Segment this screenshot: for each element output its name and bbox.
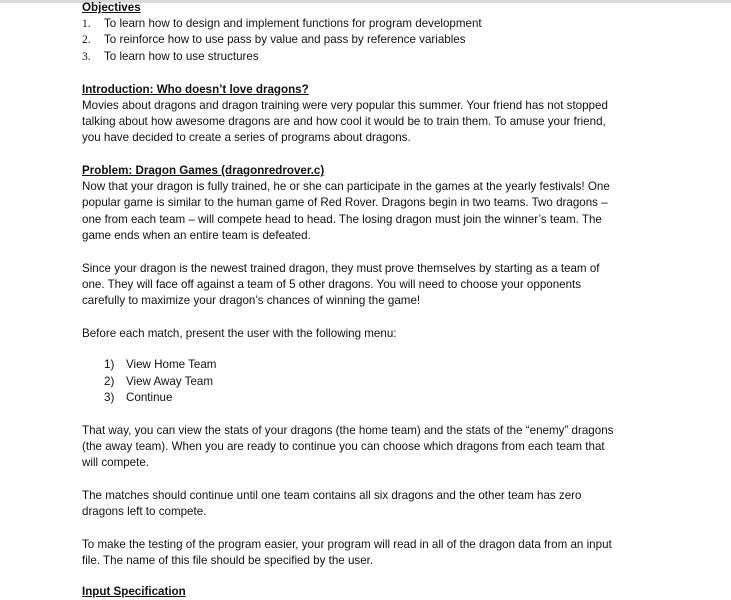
introduction-paragraph — [82, 98, 682, 147]
paragraph — [82, 261, 682, 310]
text-line: Before each match, present the user with the following menu: — [82, 327, 397, 341]
list-item — [82, 49, 682, 65]
text-line: Since your dragon is the newest trained dragon, they must prove themselves by starting as a team of — [82, 261, 600, 275]
list-text: To learn how to design and implement functions for program development — [104, 17, 482, 31]
paragraph — [82, 537, 682, 569]
text-line: Now that your dragon is fully trained, he or she can participate in the games at the yearly festivals! One — [82, 180, 610, 194]
menu-number: 1) — [104, 358, 115, 372]
menu-text: View Away Team — [126, 374, 214, 388]
menu-item — [82, 374, 682, 390]
menu-item — [82, 390, 682, 406]
list-number: 2. — [82, 33, 91, 47]
text-line: you have decided to create a series of programs about dragons. — [82, 131, 411, 145]
menu-item — [82, 357, 682, 373]
menu-text: View Home Team — [126, 358, 217, 372]
text-line: Movies about dragons and dragon training were very popular this summer. Your friend has not stopped — [82, 98, 608, 112]
paragraph — [82, 423, 682, 472]
objectives-heading: Objectives — [82, 1, 141, 14]
text-line: That way, you can view the stats of your dragons (the home team) and the stats of the “enemy” dragons — [82, 423, 614, 437]
input-specification-heading: Input Specification — [82, 584, 186, 598]
text-line: dragons left to compete. — [82, 505, 207, 519]
list-text: To learn how to use structures — [104, 49, 259, 63]
text-line: popular game is similar to the human game of Red Rover. Dragons begin in two teams. Two dragons – — [82, 196, 608, 210]
list-item — [82, 16, 682, 32]
menu-list — [82, 357, 682, 406]
list-number: 1. — [82, 17, 91, 31]
paragraph — [82, 488, 682, 520]
list-item — [82, 32, 682, 48]
document-page — [82, 0, 682, 600]
problem-paragraph — [82, 179, 682, 244]
objectives-list — [82, 16, 682, 65]
text-line: carefully to maximize your dragon’s chances of winning the game! — [82, 294, 421, 308]
text-line: file. The name of this file should be specified by the user. — [82, 554, 374, 568]
menu-text: Continue — [126, 390, 173, 404]
text-line: The matches should continue until one team contains all six dragons and the other team has zero — [82, 489, 582, 503]
text-line: To make the testing of the program easier, your program will read in all of the dragon data from an input — [82, 538, 612, 552]
text-line: one from each team – will compete head to head. The losing dragon must join the winner’s team. The — [82, 212, 602, 226]
text-line: game ends when an entire team is defeated. — [82, 228, 311, 242]
text-line: (the away team). When you are ready to continue you can choose which dragons from each team that — [82, 439, 605, 453]
problem-heading: Problem: Dragon Games (dragonredrover.c) — [82, 164, 325, 178]
introduction-heading: Introduction: Who doesn’t love dragons? — [82, 82, 309, 96]
list-number: 3. — [82, 49, 91, 63]
text-line: will compete. — [82, 456, 150, 470]
text-line: one. They will face off against a team of 5 other dragons. You will need to choose your opponents — [82, 278, 582, 292]
menu-number: 2) — [104, 374, 115, 388]
list-text: To reinforce how to use pass by value and pass by reference variables — [104, 33, 466, 47]
text-line: talking about how awesome dragons are and how cool it would be to train them. To amuse your friend, — [82, 114, 606, 128]
menu-number: 3) — [104, 390, 115, 404]
